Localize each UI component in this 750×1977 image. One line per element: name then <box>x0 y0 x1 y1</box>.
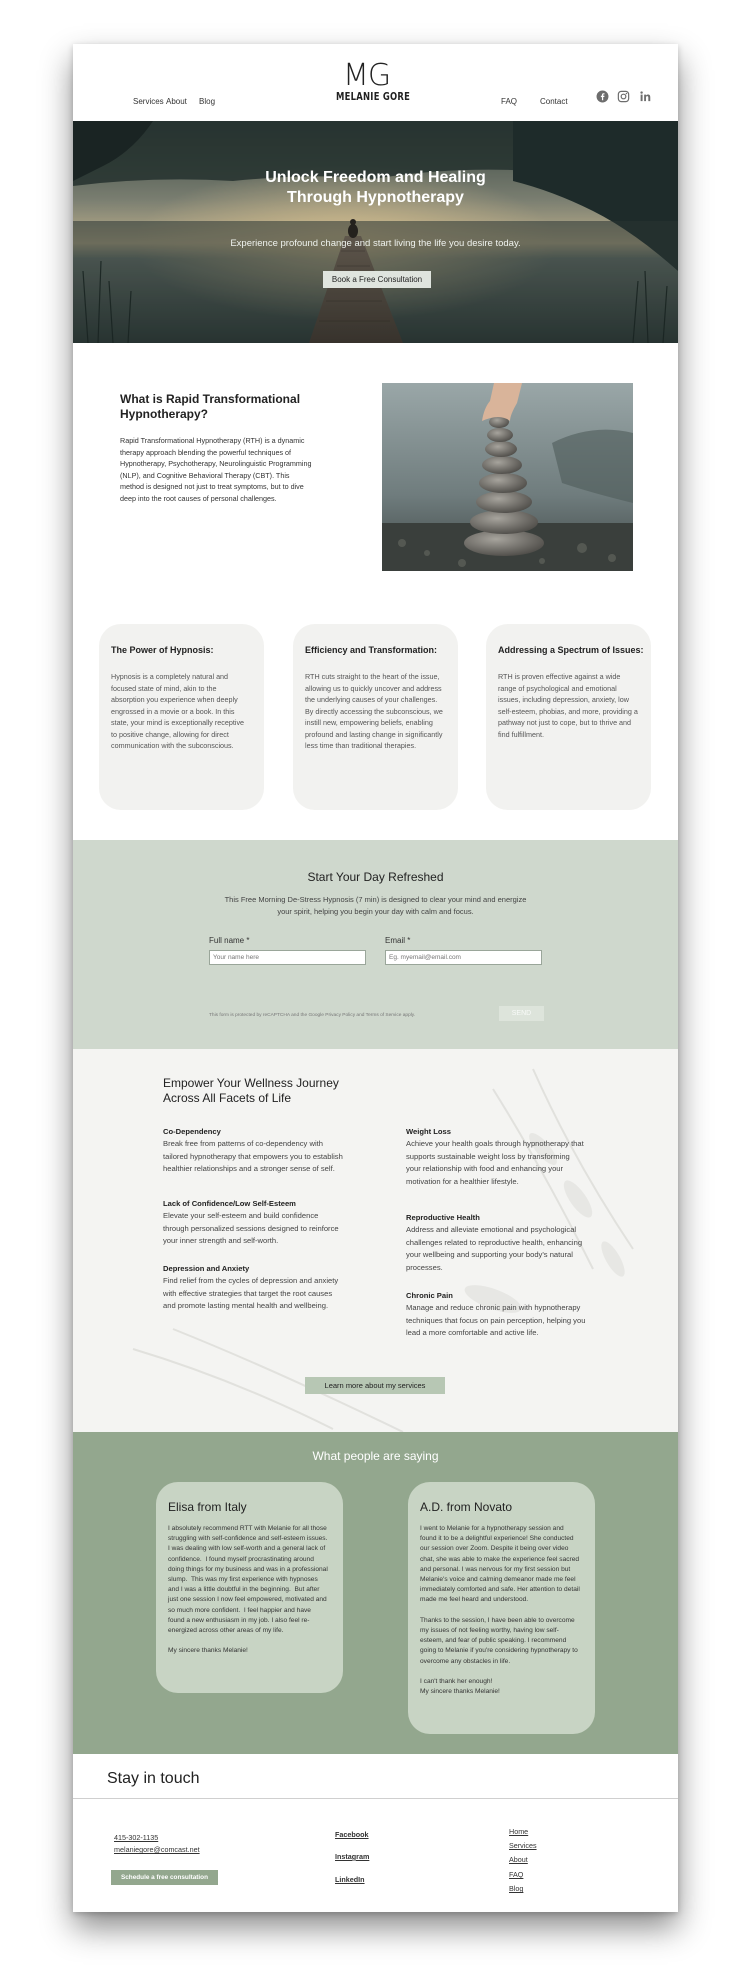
testimonial-quote: I went to Melanie for a hypnotherapy session and found it to be a delightful experience! She conducted our session over Zoom. Despite it being over video chat, she was able to make the experience feel sacred and personal. I was nervous for my first session but Melanie's voice and calming demeanor made me feel immediately comforted and safe. Her attention to detail made me feel heard and understood. Thanks to the session, I have been able to overcome my issues of not feeling worthy, having low self-esteem, and fear of public speaking. I recommend going to Melanie if you're considering hypnotherapy to overcome any obstacles in life. I can't thank her enough! My sincere thanks Melanie! <box>420 1525 580 1696</box>
card-body: RTH cuts straight to the heart of the issue, allowing us to quickly uncover and address the underlying causes of your challenges. By directly accessing the subconscious, we instill new, empowering beliefs, enabling profound and lasting change in significantly less time than traditional therapies. <box>305 672 443 750</box>
instagram-icon[interactable] <box>617 90 630 103</box>
wellness-item-title: Depression and Anxiety <box>163 1264 250 1273</box>
wellness-item <box>406 1213 586 1274</box>
hero-title <box>73 168 678 208</box>
schedule-consultation-button[interactable]: Schedule a free consultation <box>111 1870 218 1885</box>
signup-section <box>73 840 678 1049</box>
nav-contact[interactable]: Contact <box>540 97 568 106</box>
stay-in-touch-heading: Stay in touch <box>107 1770 200 1787</box>
wellness-title <box>163 1076 423 1106</box>
footer-faq-link[interactable]: FAQ <box>509 1870 524 1879</box>
wellness-item <box>163 1199 343 1248</box>
signup-title: Start Your Day Refreshed <box>307 870 444 884</box>
testimonials-title: What people are saying <box>312 1449 439 1463</box>
card-title: The Power of Hypnosis: <box>111 645 214 655</box>
linkedin-icon[interactable] <box>639 90 652 103</box>
site-header <box>73 44 678 121</box>
email-label: Email * <box>385 936 411 945</box>
nav-about[interactable]: About <box>166 97 187 106</box>
wellness-section <box>73 1049 678 1432</box>
send-button[interactable]: SEND <box>499 1006 544 1021</box>
linkedin-link[interactable]: LinkedIn <box>335 1875 365 1884</box>
wellness-item-body: Break free from patterns of co-dependency with tailored hypnotherapy that empowers you to establish healthier relationships and a stronger sense of self. <box>163 1139 343 1173</box>
footer-divider <box>73 1798 678 1799</box>
instagram-link[interactable]: Instagram <box>335 1852 370 1861</box>
hero-title-line2: Through Hypnotherapy <box>287 189 464 206</box>
facebook-icon[interactable] <box>596 90 609 103</box>
wellness-item-title: Co-Dependency <box>163 1127 221 1136</box>
wellness-title-line2: Across All Facets of Life <box>163 1091 292 1105</box>
nav-blog[interactable]: Blog <box>199 97 216 106</box>
wellness-item-body: Elevate your self-esteem and build confidence through personalized sessions designed to reinforce your inner strength and self-worth. <box>163 1211 339 1245</box>
footer-about-link[interactable]: About <box>509 1855 528 1864</box>
hero-title-line1: Unlock Freedom and Healing <box>265 169 486 186</box>
wellness-item <box>406 1127 586 1188</box>
recaptcha-notice: This form is protected by reCAPTCHA and the Google Privacy Policy and Terms of Service apply. <box>209 1013 416 1018</box>
testimonial-quote: I absolutely recommend RTT with Melanie for all those struggling with self-confidence and self-esteem issues. I was dealing with low self-worth and a general lack of confidence. I found myself procrastinating around doing things for my business and was in a professional slump. This was my first experience with hypnoses and I was a little doubtful in the beginning. But after just one session I now feel empowered, motivated and so much more confident. I feel happier and have found a new enthusiasm in my job. I also feel re-energized across other areas of my life. My sincere thanks Melanie! <box>168 1525 328 1655</box>
testimonial-card <box>408 1482 595 1734</box>
testimonials-section <box>73 1432 678 1754</box>
wellness-item-body: Find relief from the cycles of depression and anxiety with effective strategies that target the root causes and promote lasting mental health and wellbeing. <box>163 1276 339 1310</box>
learn-more-button[interactable]: Learn more about my services <box>305 1377 445 1394</box>
wellness-item <box>163 1127 343 1176</box>
stacked-stones-image <box>382 383 633 571</box>
footer-home-link[interactable]: Home <box>509 1827 529 1836</box>
logo-name[interactable]: MELANIE GORE <box>336 90 411 103</box>
wellness-item-title: Chronic Pain <box>406 1291 453 1300</box>
nav-faq[interactable]: FAQ <box>501 97 518 106</box>
card-body: RTH is proven effective against a wide range of psychological and emotional issues, including depression, anxiety, low self-esteem, phobias, and more, providing a pathway not just to cope, but to thrive and find fulfillment. <box>498 672 638 739</box>
rth-description: Rapid Transformational Hypnotherapy (RTH) is a dynamic therapy approach blending the powerful techniques of Hypnotherapy, Psychotherapy, Neurolinguistic Programming (NLP), and Cognitive Behavioral Therapy (CBT). This method is designed not just to treat symptoms, but to dive deep into the root causes of personal challenges. <box>120 436 312 503</box>
logo-mark[interactable]: MG <box>343 58 391 93</box>
hero-subtitle: Experience profound change and start living the life you desire today. <box>230 238 521 249</box>
testimonial-card <box>156 1482 343 1693</box>
website-frame <box>73 44 678 1912</box>
wellness-item-body: Address and alleviate emotional and psychological challenges related to reproductive health, enhancing your wellbeing and supporting your body's natural processes. <box>406 1225 583 1272</box>
spectrum-issues-card <box>486 624 651 810</box>
wellness-item-title: Lack of Confidence/Low Self-Esteem <box>163 1199 296 1208</box>
wellness-item-body: Achieve your health goals through hypnotherapy that supports sustainable weight loss by transforming your relationship with food and enhancing your motivation for a healthier lifestyle. <box>406 1139 584 1186</box>
footer-blog-link[interactable]: Blog <box>509 1884 524 1893</box>
nav-services[interactable]: Services <box>133 97 164 106</box>
card-title: Addressing a Spectrum of Issues: <box>498 645 644 655</box>
phone-link[interactable]: 415-302-1135 <box>114 1833 159 1842</box>
email-link[interactable]: melaniegore@comcast.net <box>114 1845 200 1854</box>
name-label: Full name * <box>209 936 250 945</box>
facebook-link[interactable]: Facebook <box>335 1830 369 1839</box>
lake-dock-image <box>73 121 678 343</box>
email-field[interactable] <box>385 950 542 965</box>
efficiency-card <box>293 624 458 810</box>
rth-title: What is Rapid Transformational Hypnotherapy? <box>120 392 301 421</box>
wellness-item <box>406 1291 586 1340</box>
footer-services-link[interactable]: Services <box>509 1841 537 1850</box>
book-consultation-button[interactable]: Book a Free Consultation <box>323 271 431 288</box>
hero-banner <box>73 121 678 343</box>
name-field[interactable] <box>209 950 366 965</box>
testimonial-author: A.D. from Novato <box>420 1500 513 1514</box>
wellness-item-title: Reproductive Health <box>406 1213 480 1222</box>
hypnosis-power-card <box>99 624 264 810</box>
card-body: Hypnosis is a completely natural and focused state of mind, akin to the absorption you experience when deeply engrossed in a movie or a book. In this state, your mind is exceptionally receptive to positive change, allowing for direct communication with the subconscious. <box>111 672 245 750</box>
wellness-item <box>163 1264 343 1313</box>
signup-description: This Free Morning De-Stress Hypnosis (7 min) is designed to clear your mind and energize your spirit, helping you begin your day with calm and focus. <box>224 895 527 916</box>
wellness-item-body: Manage and reduce chronic pain with hypnotherapy techniques that focus on pain perception, helping you lead a more comfortable and active life. <box>406 1303 586 1337</box>
wellness-title-line1: Empower Your Wellness Journey <box>163 1076 339 1090</box>
wellness-item-title: Weight Loss <box>406 1127 452 1136</box>
testimonial-author: Elisa from Italy <box>168 1500 247 1514</box>
card-title: Efficiency and Transformation: <box>305 645 438 655</box>
